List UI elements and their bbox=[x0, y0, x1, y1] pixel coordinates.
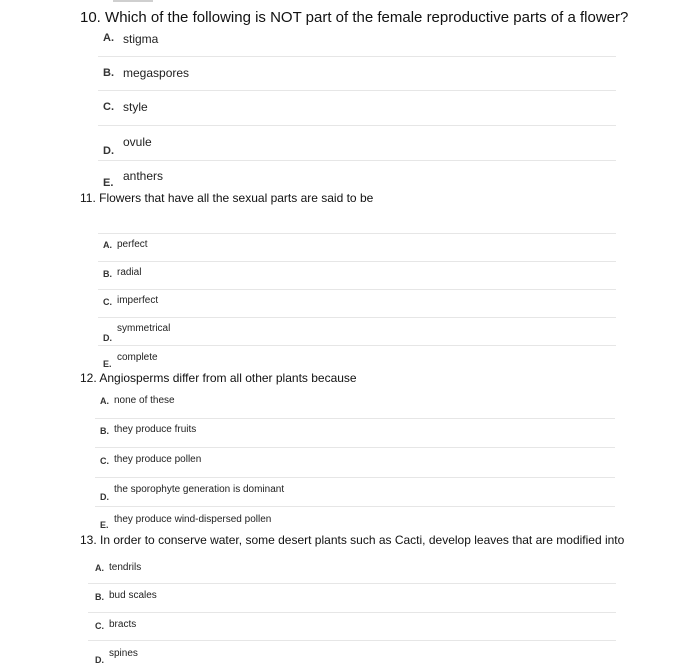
option-letter: E. bbox=[100, 520, 109, 530]
option-text: they produce pollen bbox=[114, 454, 202, 465]
option-text: stigma bbox=[123, 32, 159, 46]
divider bbox=[88, 640, 616, 641]
option-letter: B. bbox=[103, 269, 112, 279]
option-text: complete bbox=[117, 352, 158, 363]
question-text: Angiosperms differ from all other plants because bbox=[99, 371, 357, 385]
option-letter: C. bbox=[103, 101, 114, 113]
option-text: bracts bbox=[109, 619, 137, 630]
option-letter: A. bbox=[100, 396, 109, 406]
divider bbox=[95, 477, 615, 478]
divider bbox=[98, 160, 616, 161]
option-letter: C. bbox=[100, 456, 109, 466]
option-text: they produce fruits bbox=[114, 424, 197, 435]
question-number: 12. bbox=[80, 371, 97, 385]
option-text: ovule bbox=[123, 135, 152, 149]
question-number: 11. bbox=[80, 191, 96, 205]
question-title bbox=[80, 371, 357, 385]
option-text: bud scales bbox=[109, 590, 157, 601]
question-title bbox=[80, 9, 628, 26]
option-letter: D. bbox=[100, 492, 109, 502]
question-title bbox=[80, 191, 373, 205]
option-text: imperfect bbox=[117, 295, 159, 306]
option-text: perfect bbox=[117, 239, 148, 250]
divider bbox=[88, 612, 616, 613]
divider bbox=[98, 317, 616, 318]
divider bbox=[95, 506, 615, 507]
option-text: they produce wind-dispersed pollen bbox=[114, 514, 272, 525]
divider bbox=[95, 418, 615, 419]
divider bbox=[98, 125, 616, 126]
option-text: spines bbox=[109, 648, 138, 659]
option-letter: B. bbox=[95, 592, 104, 602]
divider bbox=[98, 233, 616, 234]
option-letter: C. bbox=[95, 621, 104, 631]
option-letter: D. bbox=[103, 333, 112, 343]
option-letter: C. bbox=[103, 297, 112, 307]
option-text: tendrils bbox=[109, 562, 142, 573]
option-text: anthers bbox=[123, 169, 164, 183]
option-letter: A. bbox=[103, 240, 112, 250]
divider bbox=[98, 289, 616, 290]
option-letter: A. bbox=[103, 32, 114, 44]
option-text: radial bbox=[117, 267, 142, 278]
divider bbox=[98, 90, 616, 91]
question-text: Which of the following is NOT part of the female reproductive parts of a flower? bbox=[105, 9, 629, 26]
option-text: symmetrical bbox=[117, 323, 171, 334]
question-text: Flowers that have all the sexual parts are said to be bbox=[99, 191, 374, 205]
option-letter: B. bbox=[103, 67, 114, 79]
option-text: style bbox=[123, 100, 148, 114]
divider bbox=[98, 56, 616, 57]
question-number: 13. bbox=[80, 533, 97, 547]
option-letter: E. bbox=[103, 177, 114, 189]
option-text: the sporophyte generation is dominant bbox=[114, 484, 285, 495]
question-text: In order to conserve water, some desert plants such as Cacti, develop leaves that are modified into bbox=[100, 533, 625, 547]
option-text: none of these bbox=[114, 395, 175, 406]
divider bbox=[98, 345, 616, 346]
cropped-text-fragment bbox=[113, 0, 153, 2]
option-letter: E. bbox=[103, 359, 112, 369]
divider bbox=[98, 261, 616, 262]
option-letter: D. bbox=[95, 655, 104, 665]
option-text: megaspores bbox=[123, 66, 190, 80]
divider bbox=[88, 583, 616, 584]
option-letter: D. bbox=[103, 145, 114, 157]
question-title bbox=[80, 533, 624, 547]
question-number: 10. bbox=[80, 9, 101, 26]
divider bbox=[95, 447, 615, 448]
option-letter: A. bbox=[95, 563, 104, 573]
option-letter: B. bbox=[100, 426, 109, 436]
